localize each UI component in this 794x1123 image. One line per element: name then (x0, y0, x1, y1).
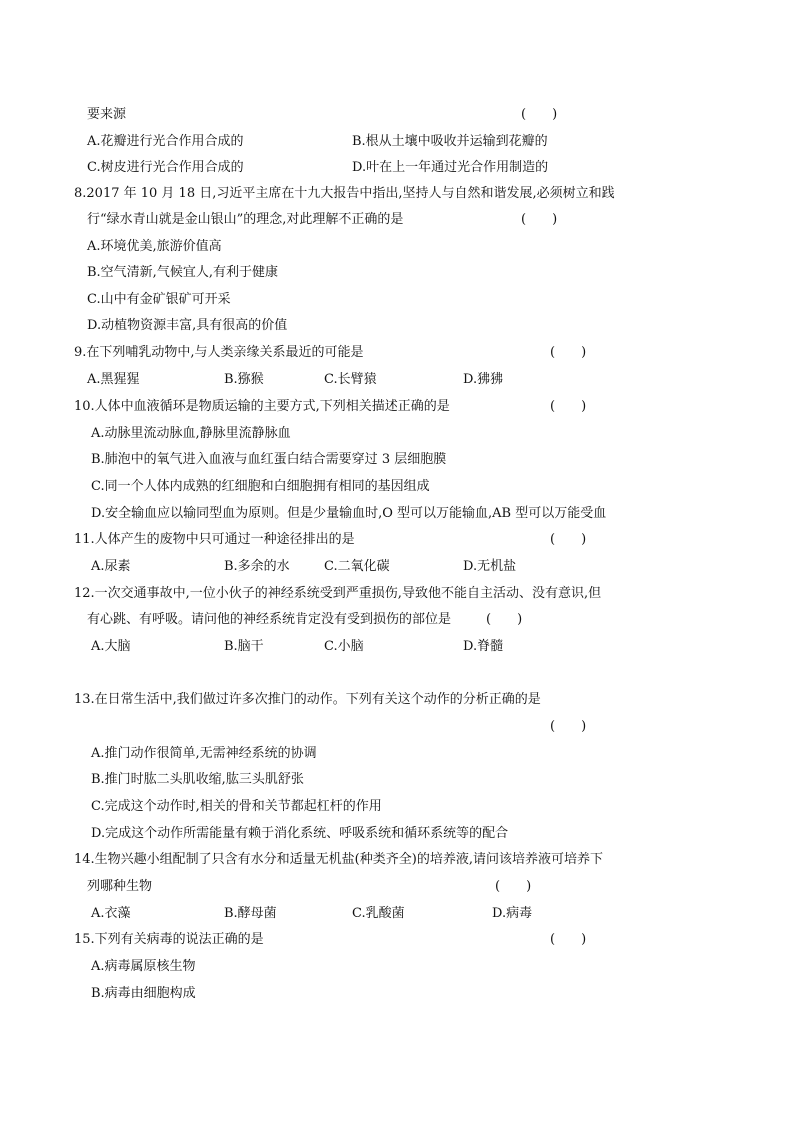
q14-option-d: D.病毒 (492, 906, 533, 921)
q14-option-a: A.衣藻 (91, 906, 131, 921)
q13-option-c: C.完成这个动作时,相关的骨和关节都起杠杆的作用 (91, 799, 382, 814)
q13-option-b: B.推门时肱二头肌收缩,肱三头肌舒张 (91, 772, 304, 787)
q8-stem-line1: 8.2017 年 10 月 18 日,习近平主席在十九大报告中指出,坚持人与自然和谐发展,必须树立和践 (74, 186, 615, 201)
q14-answer-bracket: ( ) (495, 879, 532, 894)
q14-stem-line1: 14.生物兴趣小组配制了只含有水分和适量无机盐(种类齐全)的培养液,请问该培养液可培养下 (74, 852, 603, 867)
q12-option-b: B.脑干 (224, 639, 264, 654)
q8-option-d: D.动植物资源丰富,具有很高的价值 (87, 318, 288, 333)
q9-stem: 9.在下列哺乳动物中,与人类亲缘关系最近的可能是 (74, 345, 364, 360)
q9-option-a: A.黑猩猩 (87, 372, 140, 387)
q10-option-b: B.肺泡中的氧气进入血液与血红蛋白结合需要穿过 3 层细胞膜 (91, 452, 447, 467)
q13-stem: 13.在日常生活中,我们做过许多次推门的动作。下列有关这个动作的分析正确的是 (74, 692, 541, 707)
q7-option-d: D.叶在上一年通过光合作用制造的 (352, 160, 549, 175)
q8-option-c: C.山中有金矿银矿可开采 (87, 292, 231, 307)
q7-answer-bracket: ( ) (521, 107, 558, 122)
q13-option-a: A.推门动作很简单,无需神经系统的协调 (91, 746, 317, 761)
q10-option-c: C.同一个人体内成熟的红细胞和白细胞拥有相同的基因组成 (91, 479, 430, 494)
q13-option-d: D.完成这个动作所需能量有赖于消化系统、呼吸系统和循环系统等的配合 (91, 826, 509, 841)
q15-option-a: A.病毒属原核生物 (91, 959, 196, 974)
q8-answer-bracket: ( ) (521, 212, 558, 227)
q11-option-a: A.尿素 (91, 559, 131, 574)
q10-stem: 10.人体中血液循环是物质运输的主要方式,下列相关描述正确的是 (74, 399, 450, 414)
q15-stem: 15.下列有关病毒的说法正确的是 (74, 932, 264, 947)
q11-option-d: D.无机盐 (463, 559, 517, 574)
q10-option-a: A.动脉里流动脉血,静脉里流静脉血 (91, 426, 291, 441)
q13-answer-bracket: ( ) (550, 719, 587, 734)
q14-option-b: B.酵母菌 (224, 906, 277, 921)
q11-stem: 11.人体产生的废物中只可通过一种途径排出的是 (74, 532, 355, 547)
q7-option-a: A.花瓣进行光合作用合成的 (87, 134, 244, 149)
q14-stem-line2: 列哪种生物 (87, 879, 153, 894)
q11-option-c: C.二氧化碳 (324, 559, 390, 574)
q14-option-c: C.乳酸菌 (352, 906, 405, 921)
q8-option-b: B.空气清新,气候宜人,有利于健康 (87, 265, 278, 280)
q9-option-c: C.长臂猿 (324, 372, 377, 387)
q7-stem-continuation: 要来源 (87, 107, 127, 122)
q10-answer-bracket: ( ) (550, 399, 587, 414)
q9-option-b: B.猕猴 (224, 372, 264, 387)
q15-option-b: B.病毒由细胞构成 (91, 986, 196, 1001)
q10-option-d: D.安全输血应以输同型血为原则。但是少量输血时,O 型可以万能输血,AB 型可以万能受血 (91, 506, 607, 521)
q11-answer-bracket: ( ) (550, 532, 587, 547)
q12-stem-line1: 12.一次交通事故中,一位小伙子的神经系统受到严重损伤,导致他不能自主活动、没有意识,但 (74, 586, 602, 601)
q9-option-d: D.狒狒 (463, 372, 504, 387)
q12-option-c: C.小脑 (324, 639, 364, 654)
q12-option-a: A.大脑 (91, 639, 131, 654)
q11-option-b: B.多余的水 (224, 559, 290, 574)
q7-option-b: B.根从土壤中吸收并运输到花瓣的 (352, 134, 548, 149)
q8-stem-line2: 行“绿水青山就是金山银山”的理念,对此理解不正确的是 (87, 212, 404, 227)
q15-answer-bracket: ( ) (550, 932, 587, 947)
q12-answer-bracket: ( ) (486, 612, 523, 627)
q12-stem-line2: 有心跳、有呼吸。请问他的神经系统肯定没有受到损伤的部位是 (87, 612, 452, 627)
q9-answer-bracket: ( ) (550, 345, 587, 360)
q8-option-a: A.环境优美,旅游价值高 (87, 239, 222, 254)
q7-option-c: C.树皮进行光合作用合成的 (87, 160, 244, 175)
q12-option-d: D.脊髓 (463, 639, 504, 654)
